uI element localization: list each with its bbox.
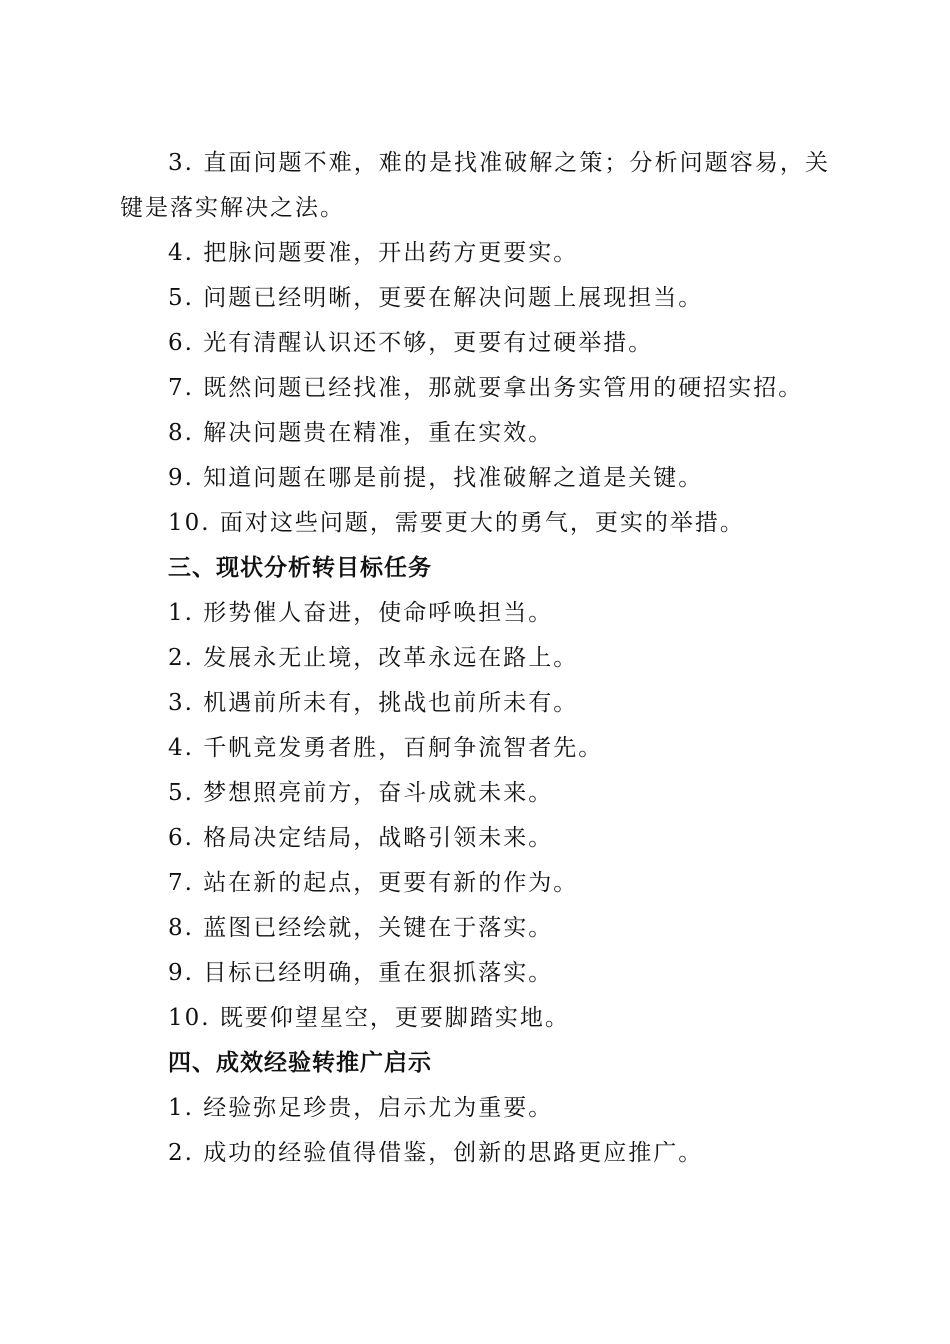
list-item: 4. 把脉问题要准，开出药方更要实。	[168, 240, 579, 266]
list-item: 5. 梦想照亮前方，奋斗成就未来。	[168, 780, 554, 806]
list-item: 4. 千帆竞发勇者胜，百舸争流智者先。	[168, 735, 604, 761]
section-heading: 四、成效经验转推广启示	[168, 1050, 432, 1076]
list-item: 6. 光有清醒认识还不够，更要有过硬举措。	[168, 330, 654, 356]
list-item: 1. 经验弥足珍贵，启示尤为重要。	[168, 1095, 554, 1121]
list-item: 10. 既要仰望星空，更要脚踏实地。	[168, 1005, 570, 1031]
section-heading: 三、现状分析转目标任务	[168, 555, 432, 581]
list-item: 9. 知道问题在哪是前提，找准破解之道是关键。	[168, 465, 704, 491]
list-item: 8. 蓝图已经绘就，关键在于落实。	[168, 915, 554, 941]
list-item: 7. 既然问题已经找准，那就要拿出务实管用的硬招实招。	[168, 375, 804, 401]
list-item: 6. 格局决定结局，战略引领未来。	[168, 825, 554, 851]
list-item: 3. 机遇前所未有，挑战也前所未有。	[168, 690, 579, 716]
list-item: 9. 目标已经明确，重在狠抓落实。	[168, 960, 554, 986]
document-body	[120, 141, 830, 1176]
list-item: 1. 形势催人奋进，使命呼唤担当。	[168, 600, 554, 626]
list-item: 2. 成功的经验值得借鉴，创新的思路更应推广。	[168, 1140, 704, 1166]
list-item: 8. 解决问题贵在精准，重在实效。	[168, 420, 554, 446]
list-item: 2. 发展永无止境，改革永远在路上。	[168, 645, 579, 671]
list-item: 3. 直面问题不难，难的是找准破解之策；分析问题容易，关键是落实解决之法。	[120, 150, 830, 221]
list-item: 5. 问题已经明晰，更要在解决问题上展现担当。	[168, 285, 704, 311]
list-item: 10. 面对这些问题，需要更大的勇气，更实的举措。	[168, 510, 745, 536]
list-item: 7. 站在新的起点，更要有新的作为。	[168, 870, 579, 896]
